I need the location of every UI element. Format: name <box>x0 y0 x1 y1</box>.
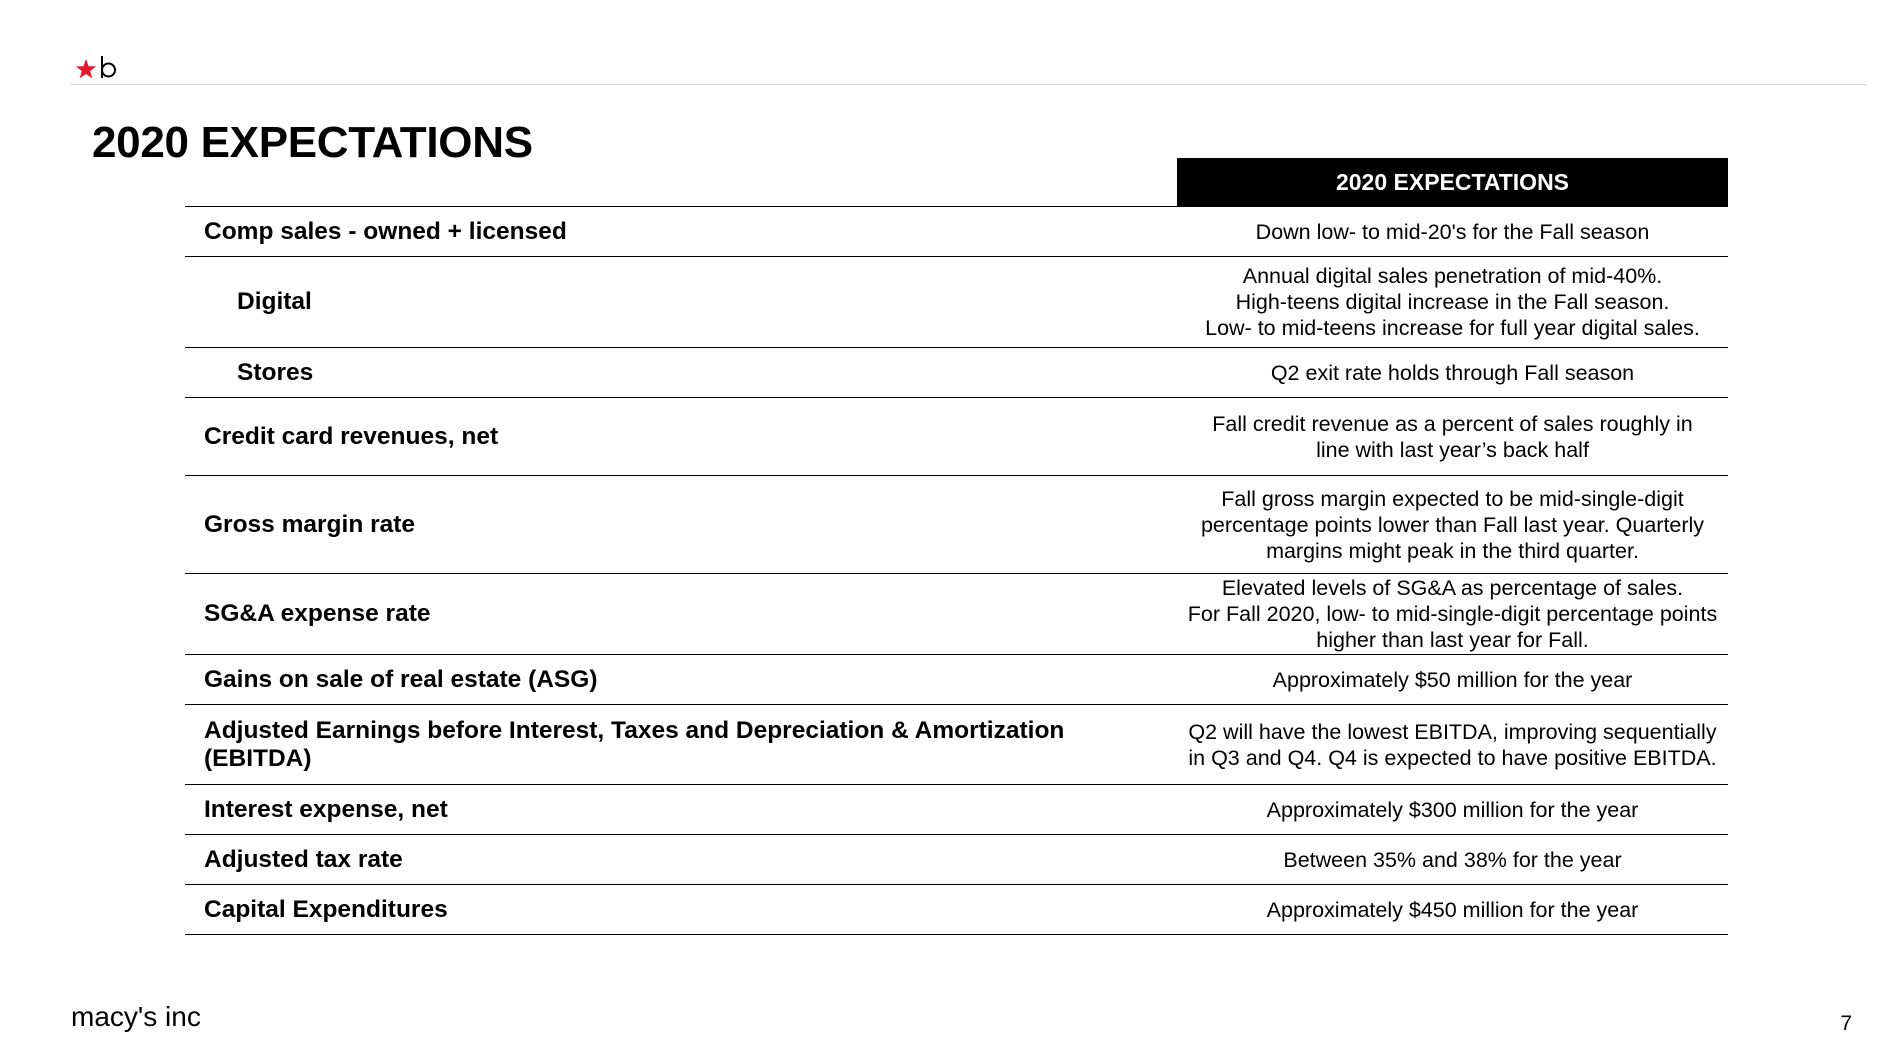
footer-logo-text: macy's inc <box>71 1001 201 1032</box>
page-number: 7 <box>1840 1012 1852 1035</box>
expectation-cell <box>1177 885 1728 935</box>
expectation-cell <box>1177 348 1728 398</box>
expectation-text: Annual digital sales penetration of mid-40%. <box>1242 264 1663 288</box>
expectation-text: margins might peak in the third quarter. <box>1266 538 1639 563</box>
expectation-text: Approximately $450 million for the year <box>1266 897 1639 922</box>
metric-label: Digital <box>185 257 1177 348</box>
metric-label: SG&A expense rate <box>185 574 1177 655</box>
table-row <box>185 835 1728 885</box>
expectation-cell <box>1177 574 1728 655</box>
expectation-cell <box>1177 655 1728 705</box>
expectation-cell <box>1177 257 1728 348</box>
metric-label: Gross margin rate <box>185 476 1177 574</box>
expectation-text: Approximately $300 million for the year <box>1266 797 1639 822</box>
expectation-cell <box>1177 835 1728 885</box>
table-row <box>185 574 1728 655</box>
table-row <box>185 655 1728 705</box>
metric-label: Interest expense, net <box>185 785 1177 835</box>
metric-label: Comp sales - owned + licensed <box>185 207 1177 257</box>
table-row <box>185 207 1728 257</box>
expectation-text: higher than last year for Fall. <box>1316 628 1589 652</box>
expectation-text: percentage points lower than Fall last year. Quarterly <box>1200 512 1705 537</box>
metric-label: Adjusted Earnings before Interest, Taxes and Depreciation & Amortization (EBITDA) <box>185 705 1177 785</box>
table-row <box>185 705 1728 785</box>
expectation-text: Elevated levels of SG&A as percentage of sales. <box>1221 576 1684 600</box>
table-row <box>185 785 1728 835</box>
expectation-text: Fall credit revenue as a percent of sales roughly in <box>1212 411 1693 436</box>
table-row <box>185 885 1728 935</box>
macys-inc-logo <box>71 998 211 1038</box>
expectation-text: Fall gross margin expected to be mid-single-digit <box>1221 486 1684 511</box>
table-row <box>185 348 1728 398</box>
expectation-text: Q2 exit rate holds through Fall season <box>1270 360 1635 385</box>
table-header: 2020 EXPECTATIONS <box>1177 158 1728 207</box>
expectations-table <box>185 158 1728 935</box>
page-title: 2020 EXPECTATIONS <box>92 118 533 167</box>
expectation-text: Q2 will have the lowest EBITDA, improving sequentially <box>1188 719 1717 744</box>
metric-label: Adjusted tax rate <box>185 835 1177 885</box>
macys-inc-wordmark <box>71 998 211 1038</box>
table-row <box>185 476 1728 574</box>
expectation-text: Down low- to mid-20's for the Fall season <box>1255 219 1650 244</box>
expectation-cell <box>1177 705 1728 785</box>
star-b-logo <box>76 52 126 84</box>
expectation-text: For Fall 2020, low- to mid-single-digit percentage points <box>1187 602 1718 626</box>
expectation-text: Between 35% and 38% for the year <box>1283 847 1622 872</box>
expectation-cell <box>1177 207 1728 257</box>
expectation-text: Low- to mid-teens increase for full year digital sales. <box>1205 316 1700 340</box>
table-row <box>185 398 1728 476</box>
metric-label: Stores <box>185 348 1177 398</box>
metric-label: Gains on sale of real estate (ASG) <box>185 655 1177 705</box>
expectation-text: line with last year’s back half <box>1316 437 1589 462</box>
expectation-text: High-teens digital increase in the Fall season. <box>1235 290 1670 314</box>
table-body <box>185 207 1728 935</box>
metric-label: Credit card revenues, net <box>185 398 1177 476</box>
table-row <box>185 257 1728 348</box>
header-divider <box>71 84 1867 85</box>
expectation-text: Approximately $50 million for the year <box>1272 667 1633 692</box>
expectation-cell <box>1177 398 1728 476</box>
header-blank-cell <box>185 158 1177 207</box>
metric-label: Capital Expenditures <box>185 885 1177 935</box>
expectation-cell <box>1177 785 1728 835</box>
table-header-row <box>185 158 1728 207</box>
star-b-logo-icon <box>76 52 126 84</box>
expectation-text: in Q3 and Q4. Q4 is expected to have positive EBITDA. <box>1188 745 1717 770</box>
expectation-cell <box>1177 476 1728 574</box>
